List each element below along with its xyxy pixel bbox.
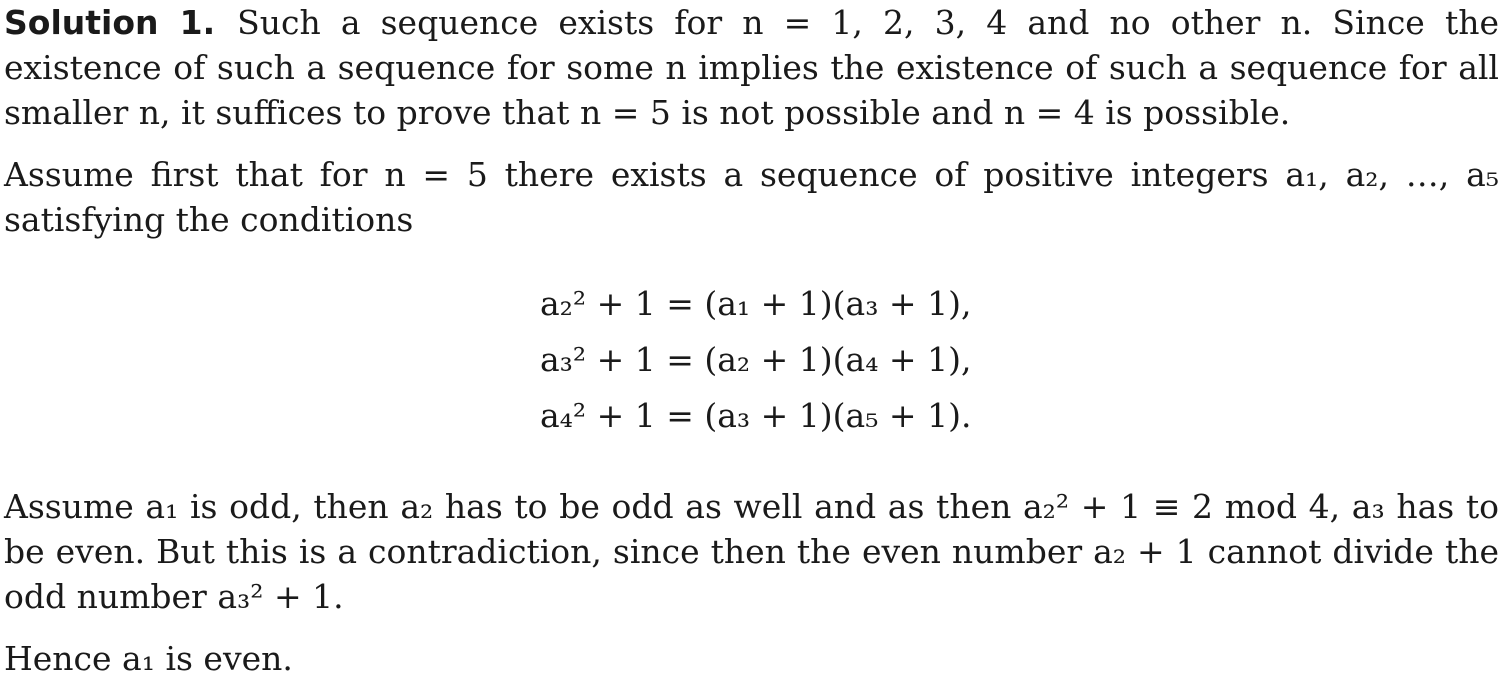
paragraph-2: Assume first that for n = 5 there exists a sequence of positive integers a₁, a₂, …, a₅ satisfying the conditions (4, 155, 1499, 239)
equation-block (540, 276, 971, 444)
paragraph-1-text: Such a sequence exists for n = 1, 2, 3, 4 and no other n. Since the existence of such a sequence for some n implies the existence of such a sequence for all smaller n, it suffices to prove that n = 5 is not possible and n = 4 is possible. (4, 3, 1499, 132)
equation-1: a₂² + 1 = (a₁ + 1)(a₃ + 1), (540, 284, 972, 323)
equation-2: a₃² + 1 = (a₂ + 1)(a₄ + 1), (540, 340, 972, 379)
solution-heading: Solution 1. (4, 3, 216, 42)
paragraph-1 (4, 0, 1499, 135)
paragraph-4: Hence a₁ is even. (4, 639, 293, 678)
equation-3: a₄² + 1 = (a₃ + 1)(a₅ + 1). (540, 396, 972, 435)
paragraph-3: Assume a₁ is odd, then a₂ has to be odd as well and as then a₂² + 1 ≡ 2 mod 4, a₃ has to be even. But this is a contradiction, since then the even number a₂ + 1 cannot divide the odd number a₃² + 1. (4, 487, 1499, 616)
